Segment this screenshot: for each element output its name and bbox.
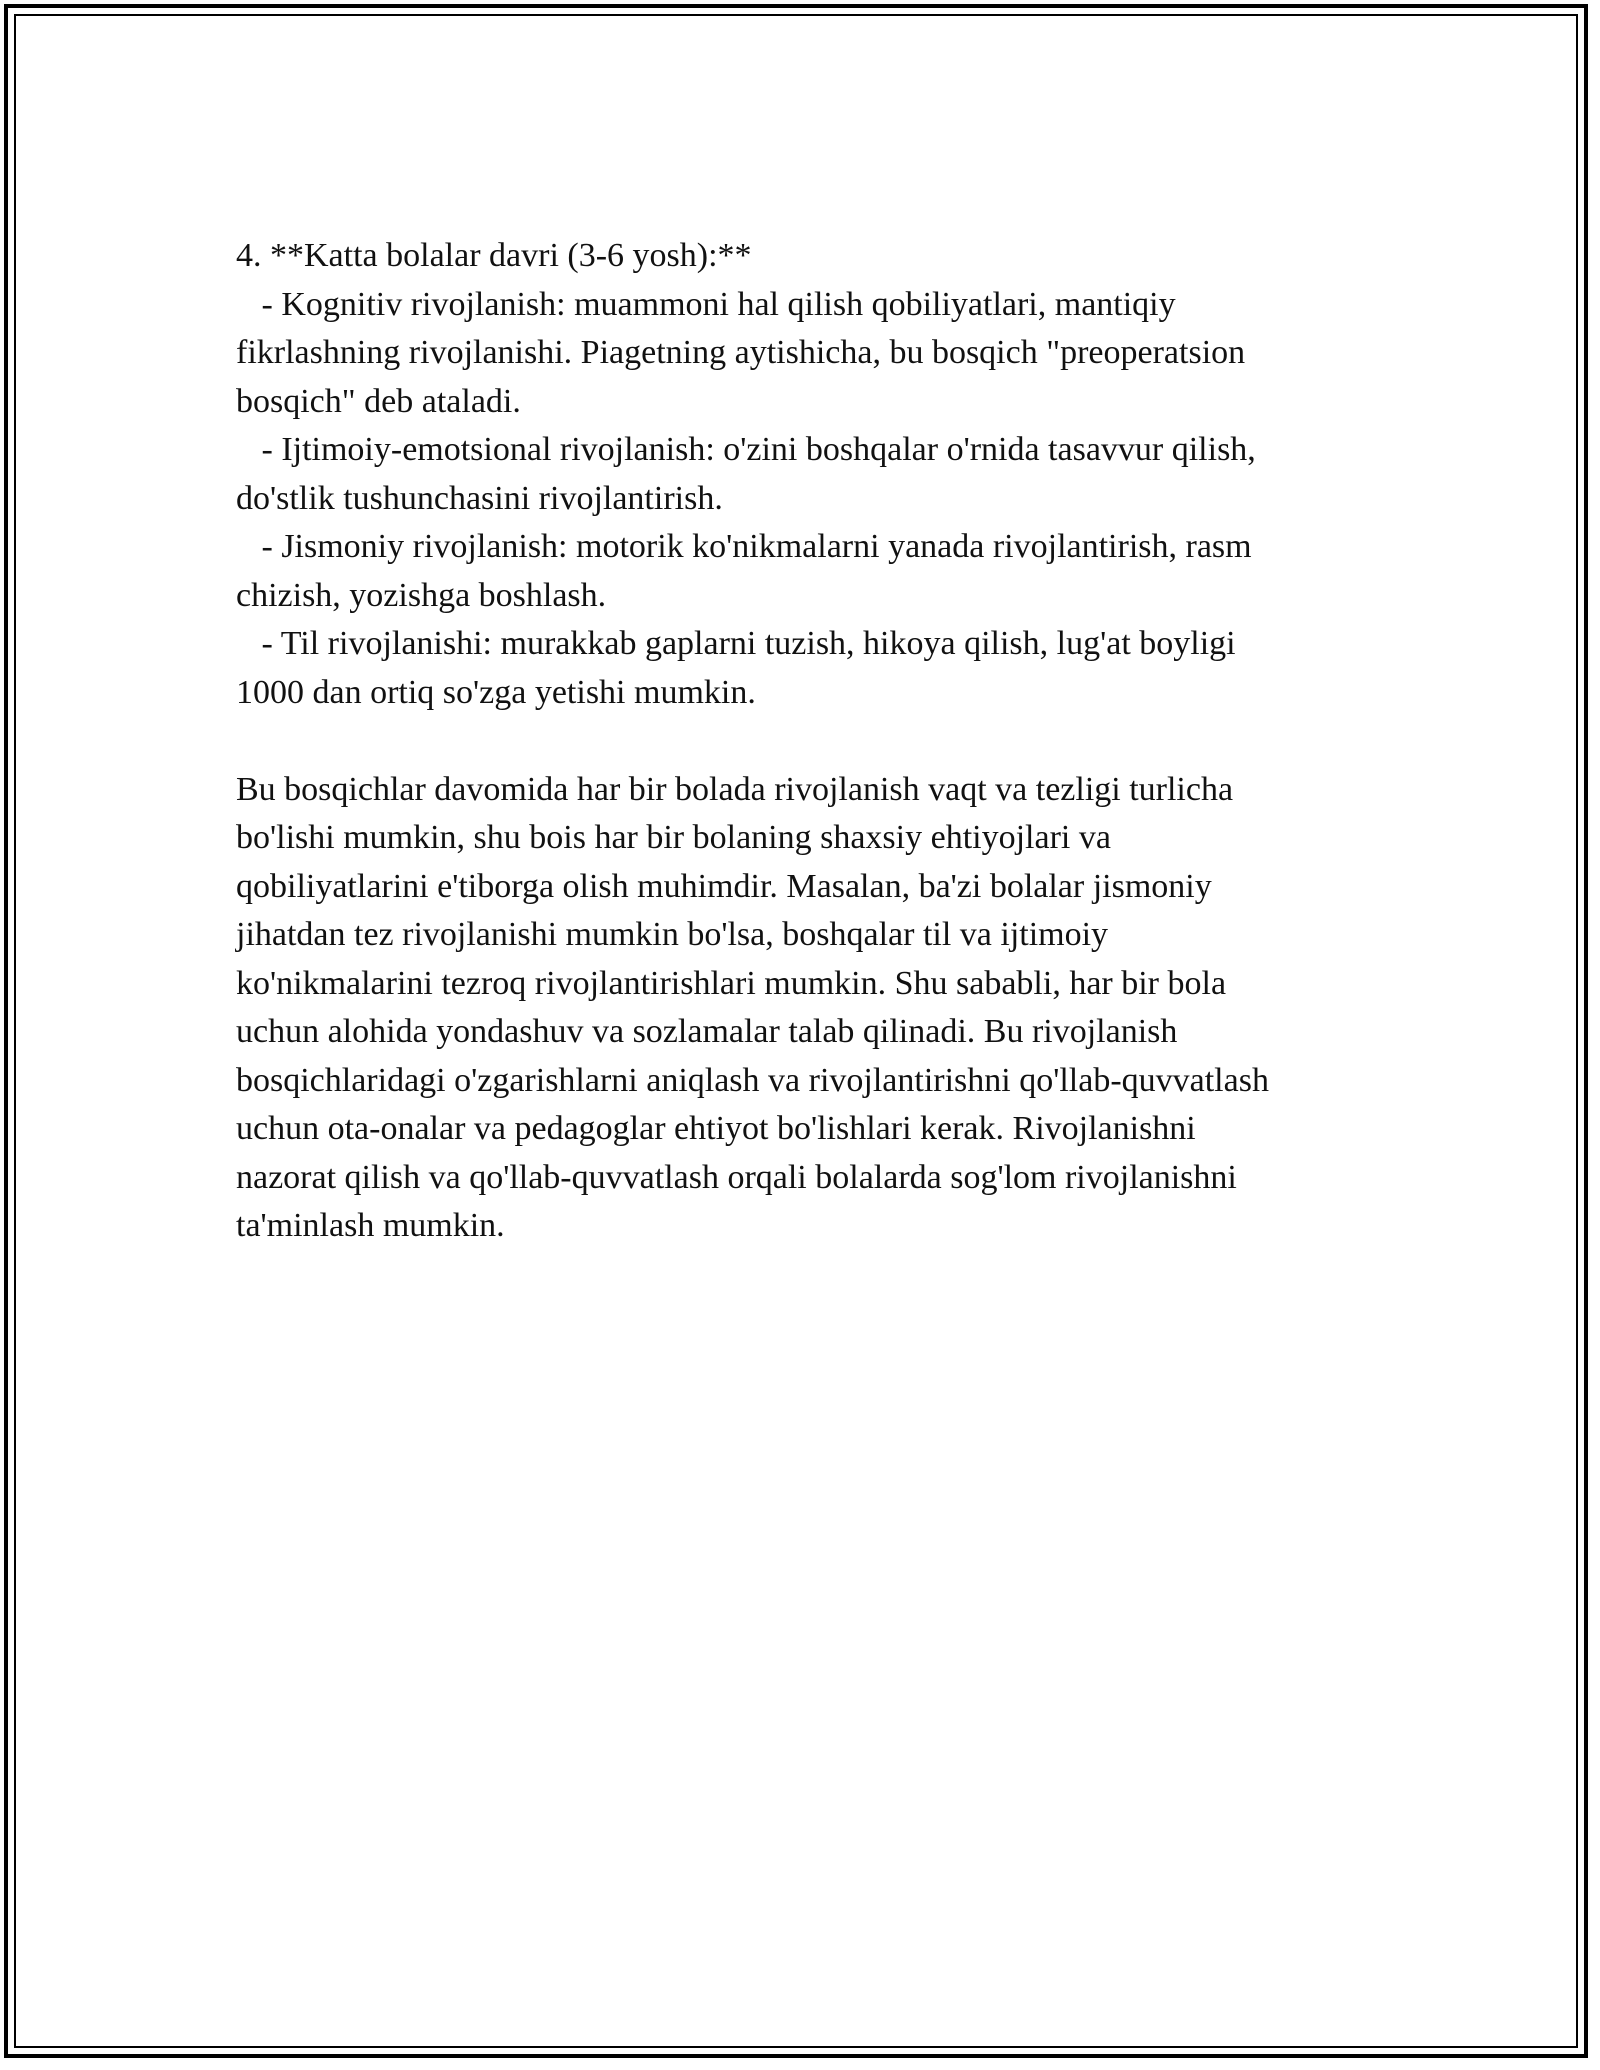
conclusion-paragraph: [236, 766, 1366, 1251]
item-line: - Jismoniy rivojlanish: motorik ko'nikmalarni yanada rivojlantirish, rasm: [236, 528, 1252, 565]
item-line: chizish, yozishga boshlash.: [236, 576, 607, 614]
paragraph-line: uchun alohida yondashuv va sozlamalar talab qilinadi. Bu rivojlanish: [236, 1013, 1178, 1050]
item-line: - Ijtimoiy-emotsional rivojlanish: o'zini boshqalar o'rnida tasavvur qilish,: [236, 431, 1256, 468]
paragraph-line: jihatdan tez rivojlanishi mumkin bo'lsa, boshqalar til va ijtimoiy: [236, 916, 1109, 953]
item-language: [236, 620, 1366, 717]
item-line: - Kognitiv rivojlanish: muammoni hal qilish qobiliyatlari, mantiqiy: [236, 285, 1176, 323]
paragraph-spacer: [236, 717, 1366, 766]
paragraph-line: ta'minlash mumkin.: [236, 1207, 505, 1244]
paragraph-line: qobiliyatlarini e'tiborga olish muhimdir. Masalan, ba'zi bolalar jismoniy: [236, 867, 1212, 905]
document-body: [236, 232, 1366, 1251]
paragraph-line: bo'lishi mumkin, shu bois har bir bolaning shaxsiy ehtiyojlari va: [236, 819, 1111, 856]
paragraph-line: uchun ota-onalar va pedagoglar ehtiyot bo'lishlari kerak. Rivojlanishni: [236, 1110, 1196, 1147]
section-heading: 4. **Katta bolalar davri (3-6 yosh):**: [236, 237, 752, 274]
item-cognitive: [236, 281, 1366, 427]
item-line: - Til rivojlanishi: murakkab gaplarni tuzish, hikoya qilish, lug'at boyligi: [236, 625, 1236, 662]
paragraph-line: ko'nikmalarini tezroq rivojlantirishlari mumkin. Shu sababli, har bir bola: [236, 964, 1227, 1002]
paragraph-line: Bu bosqichlar davomida har bir bolada rivojlanish vaqt va tezligi turlicha: [236, 770, 1234, 808]
item-line: fikrlashning rivojlanishi. Piagetning aytishicha, bu bosqich "preoperatsion: [236, 334, 1246, 371]
item-line: bosqich" deb ataladi.: [236, 382, 521, 420]
item-line: do'stlik tushunchasini rivojlantirish.: [236, 479, 723, 517]
paragraph-line: nazorat qilish va qo'llab-quvvatlash orqali bolalarda sog'lom rivojlanishni: [236, 1158, 1237, 1196]
paragraph-line: bosqichlaridagi o'zgarishlarni aniqlash va rivojlantirishni qo'llab-quvvatlash: [236, 1061, 1269, 1099]
item-physical: [236, 523, 1366, 620]
item-line: 1000 dan ortiq so'zga yetishi mumkin.: [236, 673, 756, 711]
item-social-emotional: [236, 426, 1366, 523]
